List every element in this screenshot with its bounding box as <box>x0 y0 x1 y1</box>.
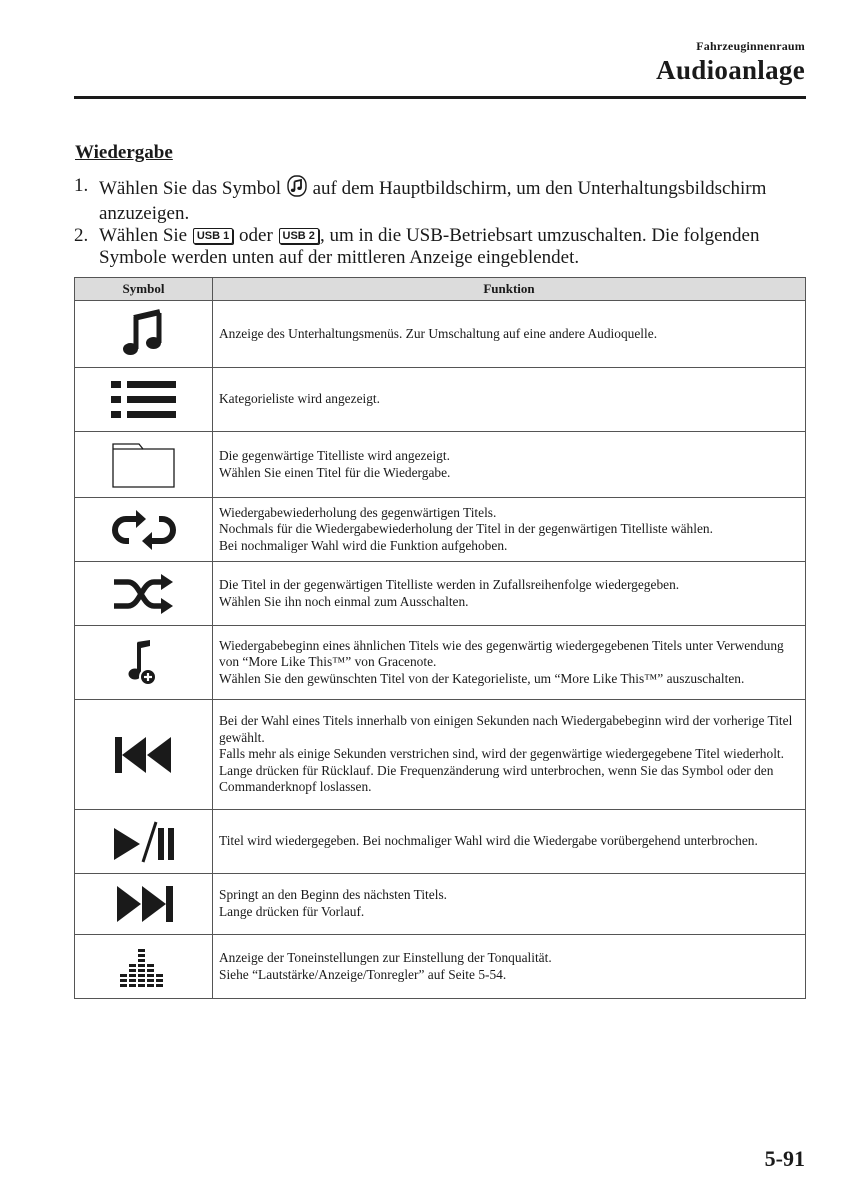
function-text: Wiedergabewiederholung des gegenwärtigen Titels. <box>219 504 497 520</box>
table-row <box>75 700 806 810</box>
step-text: , um in die USB-Betriebsart umzuschalten. Die folgenden Symbole werden unten auf der mittleren Anzeige eingeblendet. <box>99 225 760 268</box>
step-text: Wählen Sie das Symbol <box>99 178 282 199</box>
function-cell <box>213 874 806 935</box>
step-number: 2. <box>74 225 89 246</box>
table-row <box>75 368 806 432</box>
function-text: Siehe “Lautstärke/Anzeige/Tonregler” auf Seite 5-54. <box>219 966 507 982</box>
step-2 <box>74 225 814 269</box>
music-note-circle-icon <box>287 175 307 203</box>
step-text: auf dem Hauptbildschirm, um den Unterhaltungsbildschirm anzuzeigen. <box>99 178 767 224</box>
page-title: Audioanlage <box>656 55 805 85</box>
function-text: Anzeige der Toneinstellungen zur Einstellung der Tonqualität. <box>219 949 552 965</box>
folder-icon <box>111 441 177 489</box>
symbol-cell <box>75 874 213 935</box>
function-text: Anzeige des Unterhaltungsmenüs. Zur Umschaltung auf eine andere Audioquelle. <box>219 325 658 341</box>
table-row <box>75 935 806 999</box>
function-text: Die gegenwärtige Titelliste wird angezeigt. <box>219 447 450 463</box>
table-row <box>75 498 806 562</box>
symbol-cell <box>75 368 213 432</box>
step-text: oder <box>239 225 273 246</box>
function-text: Bei der Wahl eines Titels innerhalb von einigen Sekunden nach Wiedergabebeginn wird der vorherige Titel gewählt. <box>219 713 793 745</box>
section-heading: Wiedergabe <box>75 142 173 163</box>
function-cell <box>213 935 806 999</box>
function-text: Wählen Sie den gewünschten Titel von der Kategorieliste, um “More Like This™” auszuschalten. <box>219 670 745 686</box>
table-row <box>75 301 806 368</box>
equalizer-icon <box>118 944 170 990</box>
function-cell <box>213 498 806 562</box>
function-text: Nochmals für die Wiedergabewiederholung der Titel in der gegenwärtigen Titelliste wählen. <box>219 521 713 537</box>
chapter-label: Fahrzeuginnenraum <box>696 39 805 53</box>
symbol-cell <box>75 626 213 700</box>
step-text: Wählen Sie <box>99 225 188 246</box>
function-cell <box>213 301 806 368</box>
function-cell <box>213 810 806 874</box>
function-text: Kategorieliste wird angezeigt. <box>219 391 380 407</box>
symbol-cell <box>75 935 213 999</box>
instruction-steps <box>74 175 814 269</box>
usb2-badge: USB 2 <box>279 228 319 244</box>
function-text: Bei nochmaliger Wahl wird die Funktion aufgehoben. <box>219 537 508 553</box>
symbol-cell <box>75 432 213 498</box>
function-text: Springt an den Beginn des nächsten Titels. <box>219 887 447 903</box>
shuffle-icon <box>112 574 176 614</box>
table-row <box>75 810 806 874</box>
table-row <box>75 432 806 498</box>
table-row <box>75 562 806 626</box>
function-text: Lange drücken für Rücklauf. Die Frequenzänderung wird unterbrochen, wenn Sie das Symbol oder den Commanderknopf loslassen. <box>219 762 774 795</box>
function-text: Titel wird wiedergegeben. Bei nochmaliger Wahl wird die Wiedergabe vorübergehend unterbrochen. <box>219 833 758 849</box>
step-1 <box>74 175 814 225</box>
step-number: 1. <box>74 175 89 196</box>
table-header-row <box>75 278 806 301</box>
table-row <box>75 626 806 700</box>
column-header-symbol: Symbol <box>75 278 213 301</box>
function-cell <box>213 368 806 432</box>
function-cell <box>213 700 806 810</box>
symbol-cell <box>75 810 213 874</box>
play-pause-icon <box>111 820 177 864</box>
next-track-icon <box>113 884 175 924</box>
function-text: Die Titel in der gegenwärtigen Titelliste werden in Zufallsreihenfolge wiedergegeben. <box>219 576 680 592</box>
column-header-function: Funktion <box>213 278 806 301</box>
symbol-cell <box>75 562 213 626</box>
function-text: Wählen Sie einen Titel für die Wiedergabe. <box>219 464 451 480</box>
symbol-cell <box>75 498 213 562</box>
table-row <box>75 874 806 935</box>
function-text: Falls mehr als einige Sekunden verstrichen sind, wird der gegenwärtige wiedergegebene Titel wiederholt. <box>219 746 784 762</box>
symbol-cell <box>75 301 213 368</box>
usb1-badge: USB 1 <box>193 228 233 244</box>
category-list-icon <box>109 378 179 422</box>
function-cell <box>213 626 806 700</box>
function-text: Wiedergabebeginn eines ähnlichen Titels wie des gegenwärtig wiedergegebenen Titels unter Verwendung von “More Like This™” von Gracenote. <box>219 637 784 670</box>
more-like-this-icon <box>124 638 164 688</box>
function-cell <box>213 562 806 626</box>
repeat-icon <box>112 510 176 550</box>
page-number: 5-91 <box>764 1146 805 1171</box>
function-cell <box>213 432 806 498</box>
symbol-cell <box>75 700 213 810</box>
function-text: Wählen Sie ihn noch einmal zum Ausschalten. <box>219 593 469 609</box>
header-rule <box>74 96 806 99</box>
function-text: Lange drücken für Vorlauf. <box>219 904 365 919</box>
previous-track-icon <box>113 735 175 775</box>
symbol-table <box>74 277 806 999</box>
music-note-icon <box>114 309 174 359</box>
